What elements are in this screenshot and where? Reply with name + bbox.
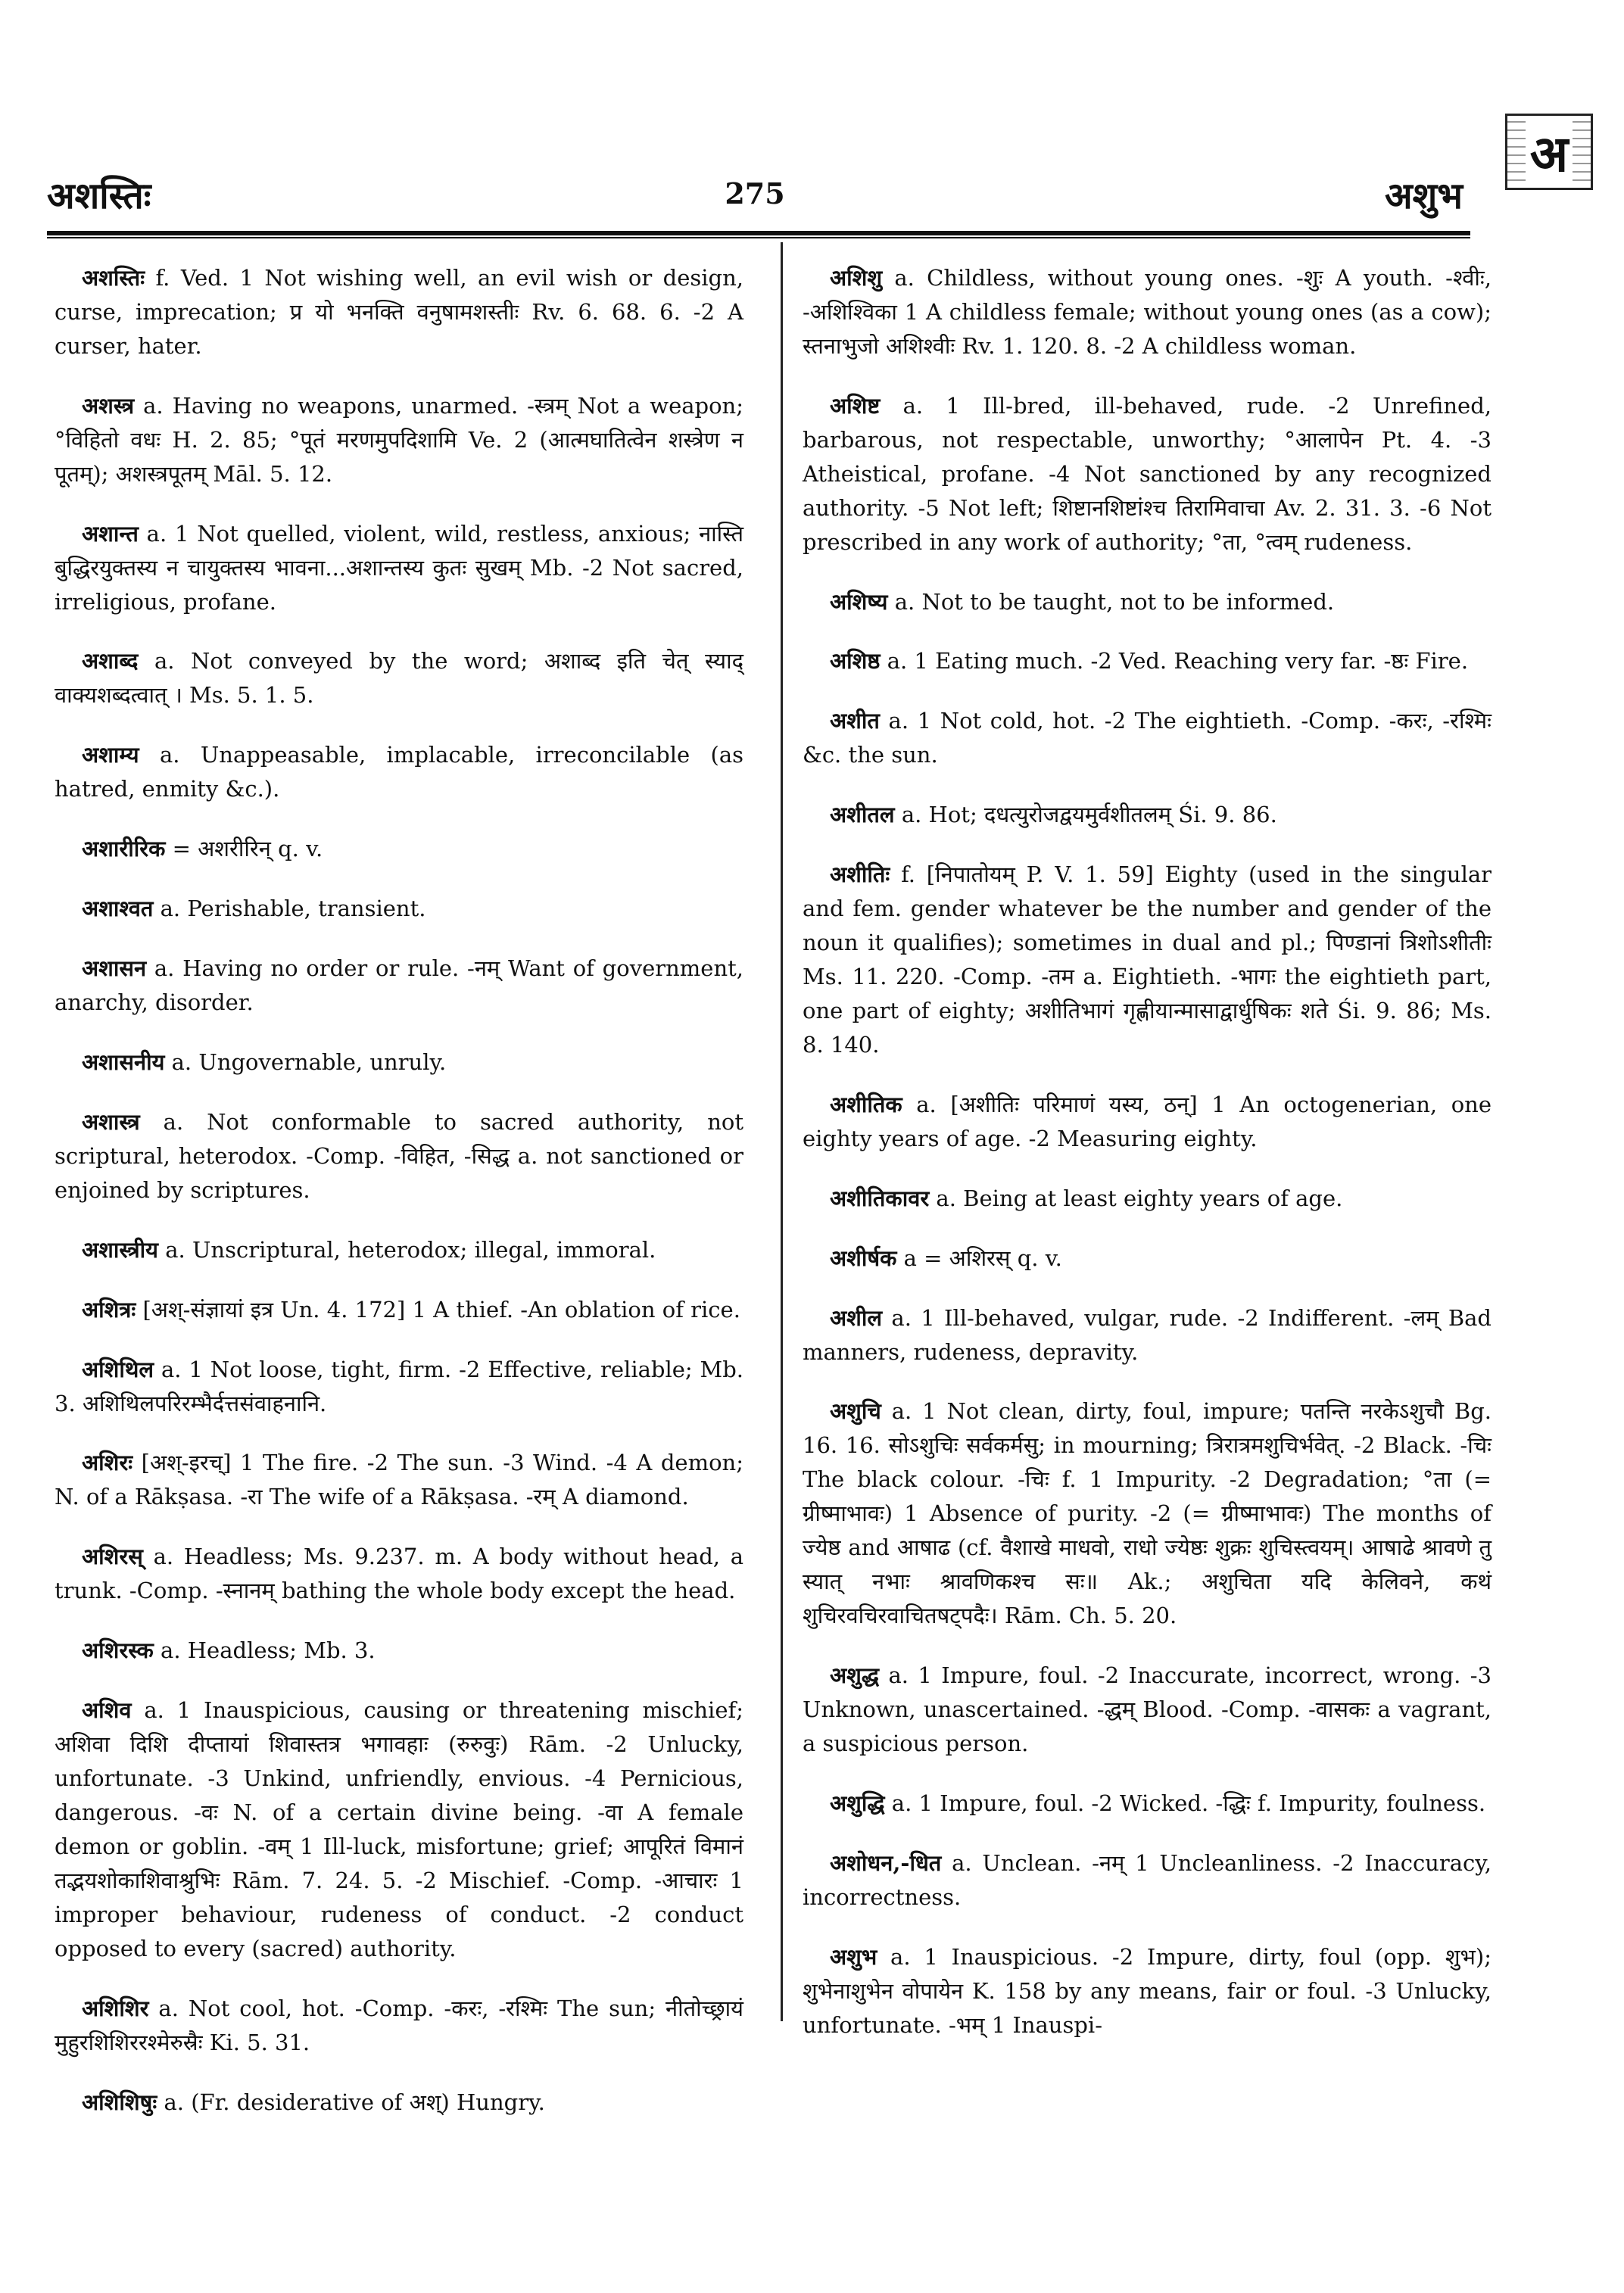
entry-definition: a. 1 Inauspicious, causing or threatening mischief; अशिवा दिशि दीप्तायां शिवास्तत्र भगावहाः (रुरुवुः) Rām. -2 Unlucky, unfortunate. -3 Unkind, unfriendly, envious. -4 Pernicious, dangerous. -वः N. of a certain divine being. -वा A female demon or goblin. -वम् 1 Ill-luck, misfortune; grief; आपूरितं विमानं तद्भयशोकाशिवाश्रुभिः Rām. 7. 24. 5. -2 Mischief. -Comp. -आचारः 1 improper behaviour, rudeness of conduct. -2 conduct opposed to every (sacred) authority.	[55, 1697, 743, 1961]
entry-headword: अशुद्धि	[830, 1790, 885, 1816]
dictionary-entry	[55, 832, 743, 866]
thumb-index-letter: अ	[1526, 118, 1573, 186]
entry-headword: अशासनीय	[82, 1048, 165, 1075]
entry-definition: a. 1 Not quelled, violent, wild, restless, anxious; नास्ति बुद्धिरयुक्तस्य न चायुक्तस्य भावना...अशान्तस्य कुतः सुखम् Mb. -2 Not sacred, irreligious, profane.	[55, 520, 743, 615]
right-guide-word: अशुभ	[1384, 175, 1463, 217]
dictionary-entry	[803, 1846, 1492, 1914]
entry-definition: a. Being at least eighty years of age.	[936, 1185, 1343, 1211]
dictionary-entry	[55, 261, 743, 363]
entry-headword: अशस्तिः	[82, 265, 145, 291]
entry-headword: अशुद्ध	[830, 1662, 880, 1688]
dictionary-entry	[803, 858, 1492, 1062]
entry-headword: अशास्त्रीय	[82, 1236, 159, 1263]
entry-definition: a. 1 Not clean, dirty, foul, impure; पतन्ति नरकेऽशुचौ Bg. 16. 16. सोऽशुचिः सर्वकर्मसु; in mourning; त्रिरात्रमशुचिर्भवेत्. -2 Black. -चिः The black colour. -चिः f. 1 Impurity. -2 Degradation; °ता (= ग्रीष्माभावः) 1 Absence of purity. -2 (= ग्रीष्माभावः) The months of ज्येष्ठ and आषाढ (cf. वैशाखे माधवो, राधो ज्येष्ठः शुक्रः शुचिस्त्वयम्। आषाढे श्रावणे तु स्यात् नभाः श्रावणिकश्च सः॥ Ak.; अशुचिता यदि केलिवने, कथं शुचिरवचिरवाचितषट्पदैः। Rām. Ch. 5. 20.	[803, 1398, 1492, 1629]
entry-definition: a. Unscriptural, heterodox; illegal, immoral.	[165, 1236, 656, 1263]
column-divider	[781, 242, 783, 2021]
entry-headword: अशिरस्	[82, 1544, 143, 1570]
entry-headword: अशाश्वत	[82, 896, 154, 922]
dictionary-entry	[803, 798, 1492, 832]
dictionary-entry	[803, 644, 1492, 678]
dictionary-entry	[55, 892, 743, 926]
entry-definition: a. Headless; Mb. 3.	[161, 1637, 376, 1664]
header-rule-thin	[47, 237, 1470, 238]
entry-definition: a. Having no weapons, unarmed. -स्त्रम् Not a weapon; °विहितो वधः H. 2. 85; °पूतं मरणमुपदिशामि Ve. 2 (आत्मघातित्वेन शस्त्रेण न पूतम्); अशस्त्रपूतम् Māl. 5. 12.	[55, 392, 743, 487]
entry-headword: अशाब्द	[82, 648, 139, 675]
entry-headword: अशीतिः	[830, 861, 890, 888]
entry-headword: अशिरस्क	[82, 1637, 154, 1664]
entry-headword: अशासन	[82, 955, 147, 982]
left-guide-word: अशस्तिः	[47, 175, 151, 217]
entry-definition: a. Not conveyed by the word; अशाब्द इति चेत् स्याद् वाक्यशब्दत्वात् । Ms. 5. 1. 5.	[55, 648, 744, 709]
dictionary-entry	[55, 1634, 743, 1668]
entry-definition: a = अशिरस् q. v.	[903, 1245, 1062, 1271]
dictionary-entry	[55, 1045, 743, 1080]
entry-headword: अशीत	[830, 708, 880, 734]
dictionary-entry	[55, 1540, 743, 1608]
entry-headword: अशाम्य	[82, 742, 139, 768]
entry-headword: अशुभ	[830, 1943, 877, 1970]
dictionary-entry	[55, 1233, 743, 1267]
entry-headword: अशीतल	[830, 802, 895, 828]
dictionary-entry	[55, 1992, 743, 2060]
page-number: 275	[725, 176, 785, 210]
entry-headword: अशिशिर	[82, 1995, 149, 2021]
dictionary-entry	[55, 1105, 743, 1207]
entry-headword: अशुचि	[830, 1398, 881, 1425]
dictionary-entry	[803, 1940, 1492, 2042]
entry-definition: a. [अशीतिः परिमाणं यस्य, ठन्] 1 An octogenerian, one eighty years of age. -2 Measuring eighty.	[803, 1091, 1492, 1151]
entry-headword: अशिरः	[82, 1450, 133, 1476]
dictionary-entry	[55, 644, 743, 712]
entry-headword: अशोधन,-धित	[830, 1849, 942, 1876]
entry-definition: a. Perishable, transient.	[160, 896, 426, 922]
entry-definition: a. Ungovernable, unruly.	[171, 1048, 447, 1075]
entry-definition: a. 1 Eating much. -2 Ved. Reaching very far. -ष्ठः Fire.	[887, 648, 1469, 675]
entry-headword: अशित्रः	[82, 1296, 136, 1323]
entry-headword: अशीर्षक	[830, 1245, 897, 1271]
entry-definition: a. 1 Not loose, tight, firm. -2 Effective, reliable; Mb. 3. अशिथिलपरिरम्भैर्दत्तसंवाहनानि.	[55, 1356, 744, 1416]
entry-definition: [अश्-संज्ञायां इत्र Un. 4. 172] 1 A thief. -An oblation of rice.	[142, 1296, 740, 1323]
dictionary-entry	[55, 1293, 743, 1327]
entry-headword: अशस्त्र	[82, 392, 135, 419]
entry-definition: a. 1 Impure, foul. -2 Inaccurate, incorrect, wrong. -3 Unknown, unascertained. -द्धम् Blood. -Comp. -वासकः a vagrant, a suspicious person.	[803, 1662, 1492, 1756]
dictionary-entry	[55, 517, 743, 619]
entry-definition: f. [निपातोयम् P. V. 1. 59] Eighty (used in the singular and fem. gender whatever be the number and gender of the noun it qualifies); sometimes in dual and pl.; पिण्डानां त्रिशोऽशीतीः Ms. 11. 220. -Comp. -तम a. Eightieth. -भागः the eightieth part, one part of eighty; अशीतिभागं गृह्णीयान्मासाद्वार्धुषिकः शते Śi. 9. 86; Ms. 8. 140.	[803, 861, 1492, 1058]
entry-headword: अशीतिकावर	[830, 1185, 930, 1211]
dictionary-entry	[803, 1242, 1492, 1276]
dictionary-entry	[55, 2086, 743, 2120]
entry-headword: अशारीरिक	[82, 836, 166, 862]
entry-headword: अशिष्ट	[830, 392, 881, 419]
entry-definition: [अश्-इरच्] 1 The fire. -2 The sun. -3 Wind. -4 A demon; N. of a Rākṣasa. -रा The wife of a Rākṣasa. -रम् A diamond.	[55, 1450, 743, 1510]
dictionary-entry	[55, 1353, 743, 1421]
entry-definition: a. Unclean. -नम् 1 Uncleanliness. -2 Inaccuracy, incorrectness.	[803, 1849, 1492, 1910]
entry-definition: a. Not conformable to sacred authority, not scriptural, heterodox. -Comp. -विहित, -सिद्ध a. not sanctioned or enjoined by scriptures.	[55, 1108, 743, 1203]
entry-definition: a. Having no order or rule. -नम् Want of government, anarchy, disorder.	[55, 955, 743, 1015]
entry-definition: a. 1 Ill-bred, ill-behaved, rude. -2 Unrefined, barbarous, not respectable, unworthy; °आलापेन Pt. 4. -3 Atheistical, profane. -4 Not sanctioned by any recognized authority. -5 Not left; शिष्टानशिष्टांश्च तिरामिवाचा Av. 2. 31. 3. -6 Not prescribed in any work of authority; °ता, °त्वम् rudeness.	[803, 392, 1492, 555]
entry-definition: a. Hot; दधत्युरोजद्वयमुर्वशीतलम् Śi. 9. 86.	[901, 802, 1277, 828]
entry-definition: = अशरीरिन् q. v.	[172, 836, 323, 862]
dictionary-entry	[803, 1182, 1492, 1216]
thumb-index-tab	[1505, 114, 1593, 190]
entry-headword: अशास्त्र	[82, 1108, 140, 1135]
dictionary-entry	[803, 585, 1492, 619]
dictionary-entry	[55, 1446, 743, 1514]
dictionary-entry	[803, 389, 1492, 559]
entry-headword: अशिष्ठ	[830, 648, 881, 675]
dictionary-entry	[803, 1394, 1492, 1633]
entry-definition: a. 1 Inauspicious. -2 Impure, dirty, foul (opp. शुभ); शुभेनाशुभेन वोपायेन K. 158 by any means, fair or foul. -3 Unlucky, unfortunate. -भम् 1 Inauspi-	[803, 1943, 1492, 2038]
entry-headword: अशान्त	[82, 520, 139, 547]
entry-definition: a. 1 Impure, foul. -2 Wicked. -द्धिः f. Impurity, foulness.	[891, 1790, 1486, 1816]
entry-headword: अशिव	[82, 1697, 132, 1724]
entry-definition: f. Ved. 1 Not wishing well, an evil wish or design, curse, imprecation; प्र यो भनक्ति वनुषामशस्तीः Rv. 6. 68. 6. -2 A curser, hater.	[55, 265, 744, 359]
entry-headword: अशिथिल	[82, 1356, 154, 1382]
entry-headword: अशिष्य	[830, 588, 888, 615]
entry-headword: अशिशु	[830, 265, 883, 291]
entry-headword: अशील	[830, 1304, 883, 1331]
entry-definition: a. 1 Ill-behaved, vulgar, rude. -2 Indifferent. -लम् Bad manners, rudeness, depravity.	[803, 1304, 1492, 1365]
dictionary-entry	[803, 1659, 1492, 1761]
dictionary-entry	[803, 261, 1492, 363]
entry-definition: a. (Fr. desiderative of अश्) Hungry.	[164, 2089, 545, 2115]
dictionary-entry	[803, 1301, 1492, 1369]
entry-definition: a. Headless; Ms. 9.237. m. A body without head, a trunk. -Comp. -स्नानम् bathing the whole body except the head.	[55, 1544, 743, 1604]
header-rule	[47, 231, 1470, 235]
dictionary-entry	[55, 952, 743, 1020]
page-header	[47, 170, 1463, 223]
dictionary-entry	[803, 1088, 1492, 1156]
entry-headword: अशिशिषुः	[82, 2089, 157, 2115]
dictionary-entry	[55, 389, 743, 491]
entry-definition: a. Childless, without young ones. -शुः A youth. -श्वीः, -अशिश्विका 1 A childless female; without young ones (as a cow); स्तनाभुजो अशिश्वीः Rv. 1. 120. 8. -2 A childless woman.	[803, 265, 1492, 359]
entry-definition: a. Unappeasable, implacable, irreconcilable (as hatred, enmity &c.).	[55, 742, 743, 802]
dictionary-entry	[55, 738, 743, 806]
left-column	[55, 261, 743, 2145]
entry-definition: a. 1 Not cold, hot. -2 The eightieth. -Comp. -करः, -रश्मिः &c. the sun.	[803, 708, 1492, 768]
dictionary-entry	[803, 704, 1492, 772]
entry-definition: a. Not cool, hot. -Comp. -करः, -रश्मिः The sun; नीतोच्छ्रायं मुहुरशिशिररश्मेरुस्रैः Ki. 5. 31.	[55, 1995, 744, 2055]
dictionary-entry	[55, 1693, 743, 1966]
entry-headword: अशीतिक	[830, 1091, 902, 1117]
dictionary-entry	[803, 1787, 1492, 1821]
right-column	[803, 261, 1492, 2067]
entry-definition: a. Not to be taught, not to be informed.	[894, 588, 1335, 615]
